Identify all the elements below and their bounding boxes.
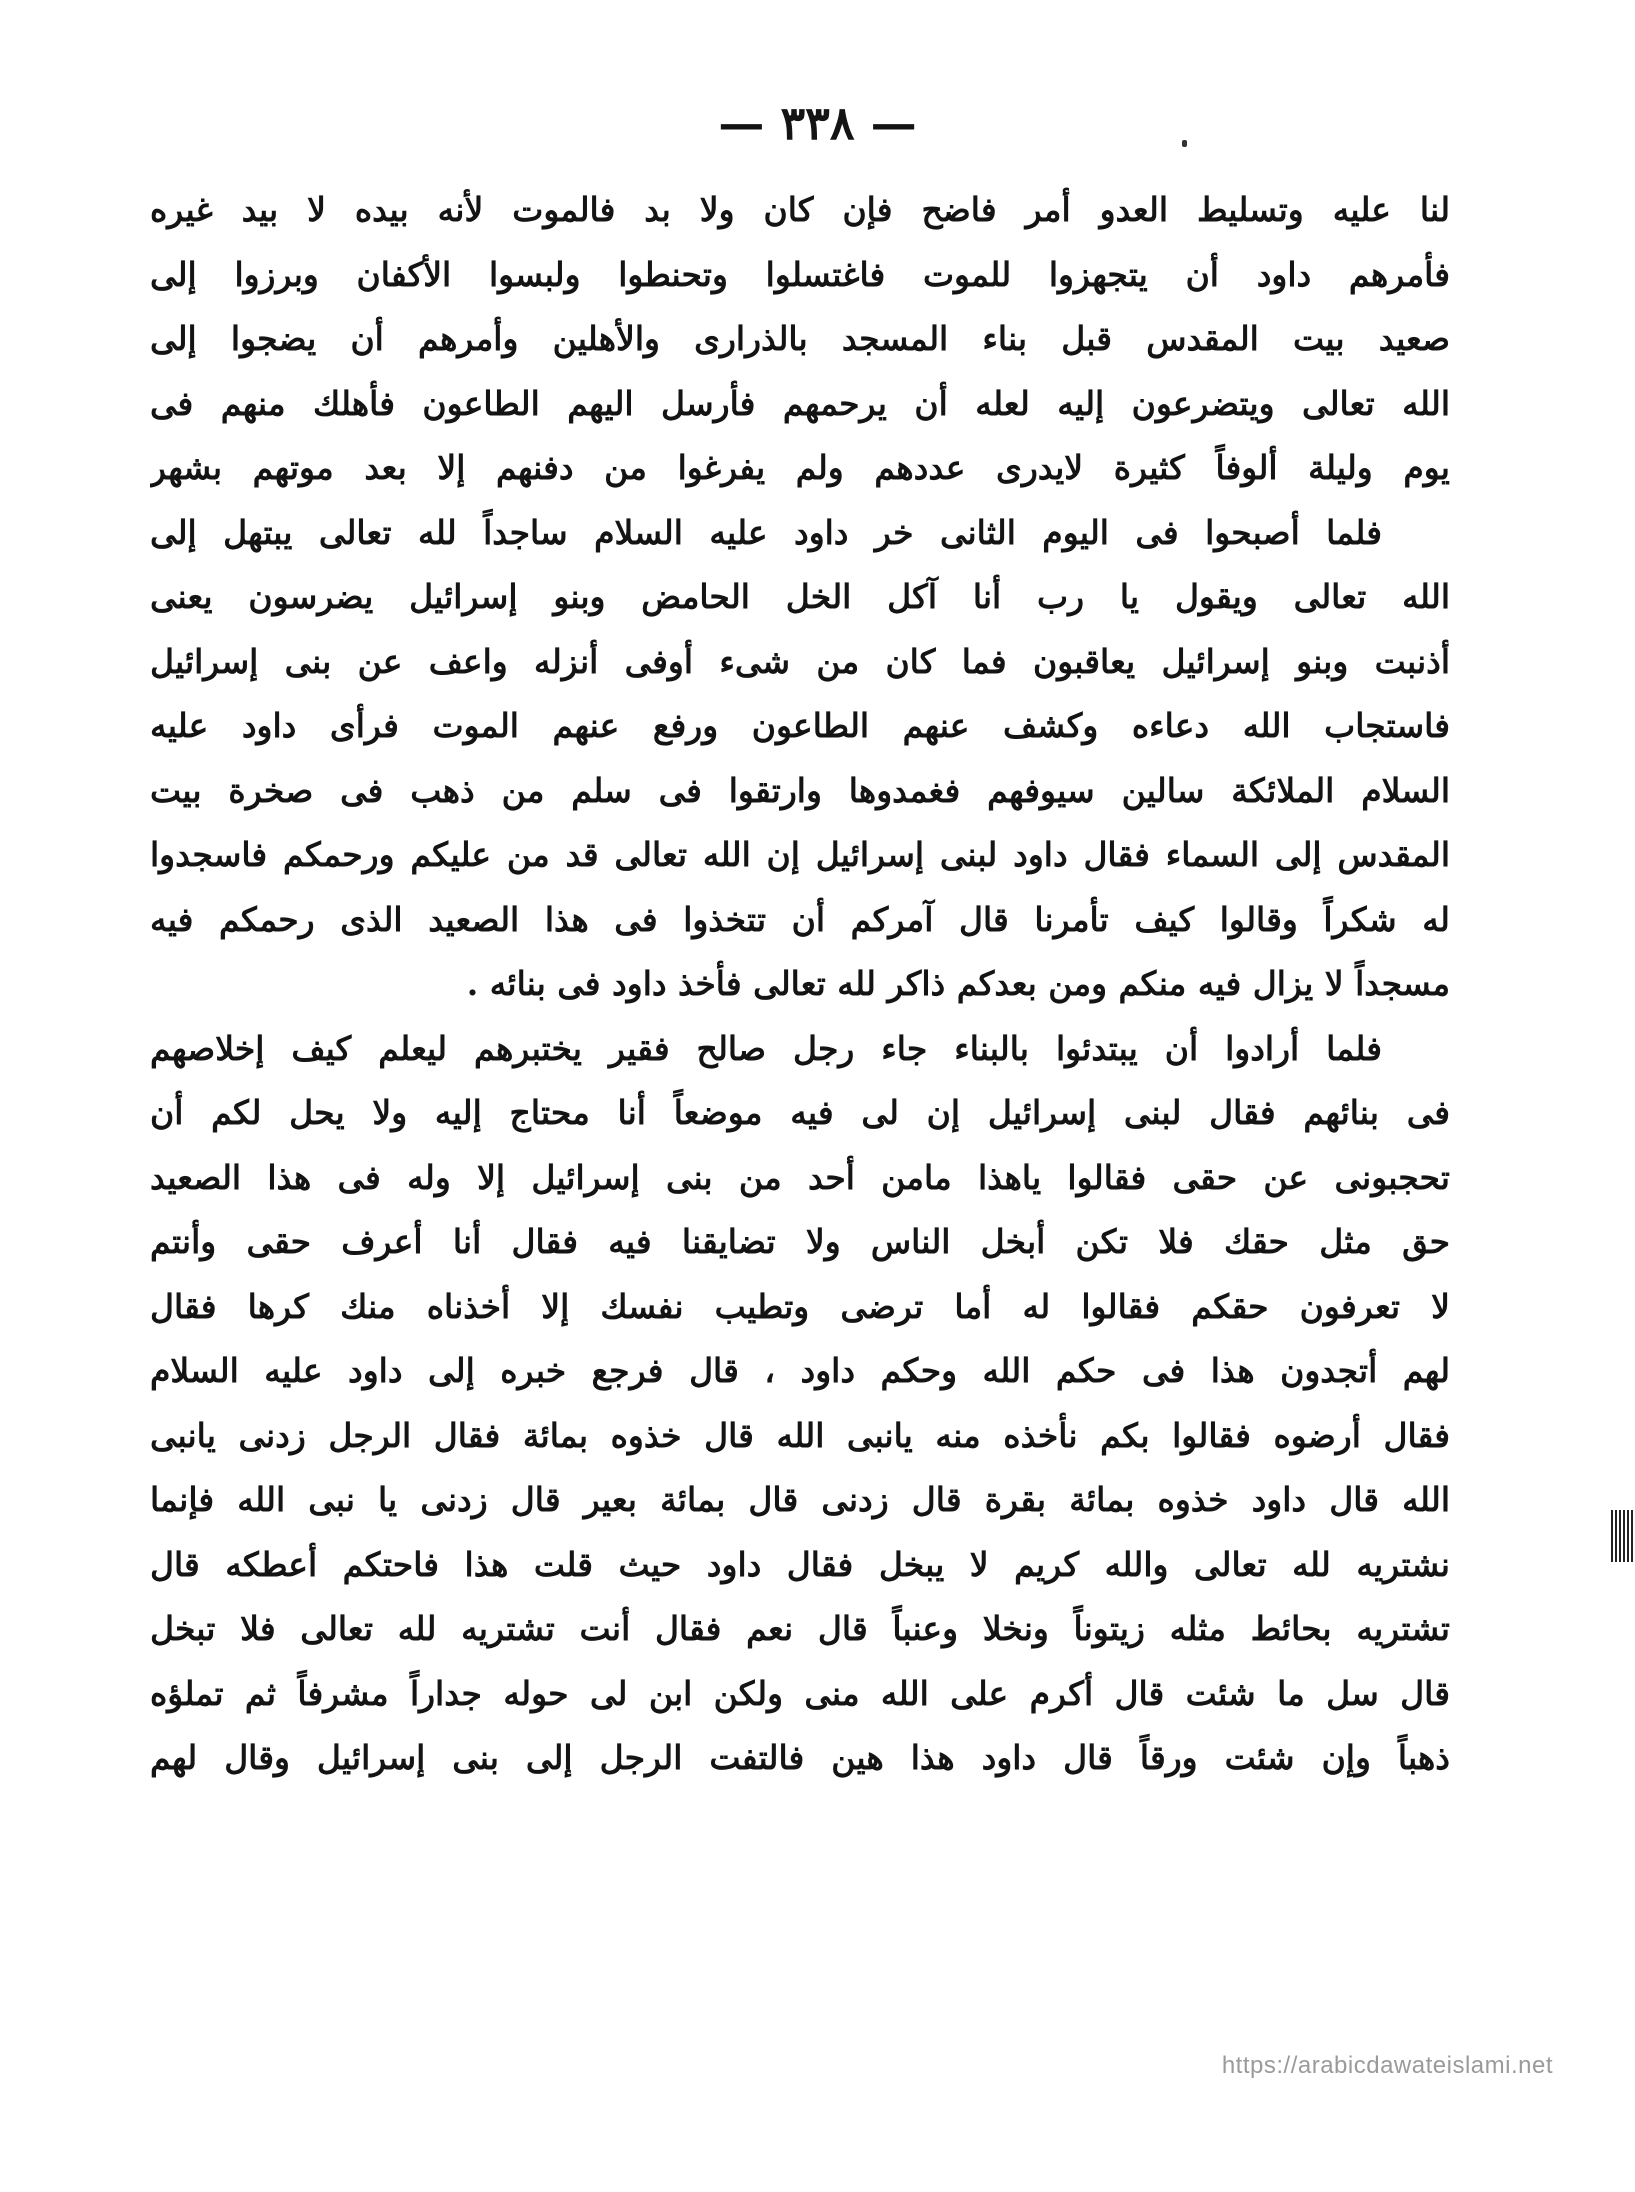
paragraph-start-line: فلما أصبحوا فى اليوم الثانى خر داود عليه السلام ساجداً لله تعالى يبتهل إلى bbox=[150, 512, 1382, 552]
text-line: الله تعالى ويقول يا رب أنا آكل الخل الحامض وبنو إسرائيل يضرسون يعنى bbox=[150, 577, 1450, 616]
text-line: تحجبونى عن حقى فقالوا ياهذا مامن أحد من بنى إسرائيل إلا وله فى هذا الصعيد bbox=[150, 1157, 1450, 1197]
text-line: لا تعرفون حقكم فقالوا له أما ترضى وتطيب نفسك إلا أخذناه منك كرها فقال bbox=[150, 1286, 1450, 1326]
source-watermark: https://arabicdawateislami.net bbox=[1221, 2052, 1553, 2079]
text-line: قال سل ما شئت قال أكرم على الله منى ولكن ابن لى حوله جداراً مشرفاً ثم تملؤه bbox=[150, 1673, 1450, 1713]
body-text bbox=[150, 178, 1450, 1791]
text-line: فأمرهم داود أن يتجهزوا للموت فاغتسلوا وتحنطوا ولبسوا الأكفان وبرزوا إلى bbox=[150, 254, 1450, 294]
scan-edge-artifact bbox=[1611, 1510, 1635, 1562]
paragraph-start-line: فلما أرادوا أن يبتدئوا بالبناء جاء رجل صالح فقير يختبرهم ليعلم كيف إخلاصهم bbox=[150, 1028, 1382, 1068]
text-line: له شكراً وقالوا كيف تأمرنا قال آمركم أن تتخذوا فى هذا الصعيد الذى رحمكم فيه bbox=[150, 899, 1450, 939]
text-line: الله تعالى ويتضرعون إليه لعله أن يرحمهم فأرسل اليهم الطاعون فأهلك منهم فى bbox=[150, 383, 1450, 423]
text-line: صعيد بيت المقدس قبل بناء المسجد بالذرارى والأهلين وأمرهم أن يضجوا إلى bbox=[150, 319, 1450, 358]
text-line: لهم أتجدون هذا فى حكم الله وحكم داود ، قال فرجع خبره إلى داود عليه السلام bbox=[150, 1351, 1450, 1390]
text-line: يوم وليلة ألوفاً كثيرة لايدرى عددهم ولم يفرغوا من دفنهم إلا بعد موتهم بشهر bbox=[150, 448, 1450, 487]
text-line: نشتريه لله تعالى والله كريم لا يبخل فقال داود حيث قلت هذا فاحتكم أعطكه قال bbox=[150, 1544, 1450, 1584]
text-line: المقدس إلى السماء فقال داود لبنى إسرائيل إن الله تعالى قد من عليكم ورحمكم فاسجدوا bbox=[150, 835, 1450, 874]
text-line: لنا عليه وتسليط العدو أمر فاضح فإن كان ولا بد فالموت لأنه بيده لا بيد غيره bbox=[150, 190, 1450, 229]
text-line: فقال أرضوه فقالوا بكم نأخذه منه يانبى الله قال خذوه بمائة فقال الرجل زدنى يانبى bbox=[150, 1415, 1450, 1455]
text-line: حق مثل حقك فلا تكن أبخل الناس ولا تضايقنا فيه فقال أنا أعرف حقى وأنتم bbox=[150, 1222, 1450, 1261]
text-line: ذهباً وإن شئت ورقاً قال داود هذا هين فالتفت الرجل إلى بنى إسرائيل وقال لهم bbox=[150, 1738, 1450, 1777]
text-line: فى بنائهم فقال لبنى إسرائيل إن لى فيه موضعاً أنا محتاج إليه ولا يحل لكم أن bbox=[150, 1093, 1450, 1132]
text-line: فاستجاب الله دعاءه وكشف عنهم الطاعون ورفع عنهم الموت فرأى داود عليه bbox=[150, 706, 1450, 745]
text-line: السلام الملائكة سالين سيوفهم فغمدوها وارتقوا فى سلم من ذهب فى صخرة بيت bbox=[150, 770, 1450, 810]
paragraph-end-line: مسجداً لا يزال فيه منكم ومن بعدكم ذاكر لله تعالى فأخذ داود فى بنائه . bbox=[466, 964, 1450, 1003]
page-number: — ٣٣٨ — bbox=[718, 96, 917, 150]
text-line: تشتريه بحائط مثله زيتوناً ونخلا وعنباً قال نعم فقال أنت تشتريه لله تعالى فلا تبخل bbox=[150, 1609, 1450, 1648]
text-line: الله قال داود خذوه بمائة بقرة قال زدنى قال بمائة بعير قال زدنى يا نبى الله فإنما bbox=[150, 1480, 1450, 1519]
text-line: أذنبت وبنو إسرائيل يعاقبون فما كان من شىء أوفى أنزله واعف عن بنى إسرائيل bbox=[150, 641, 1450, 681]
